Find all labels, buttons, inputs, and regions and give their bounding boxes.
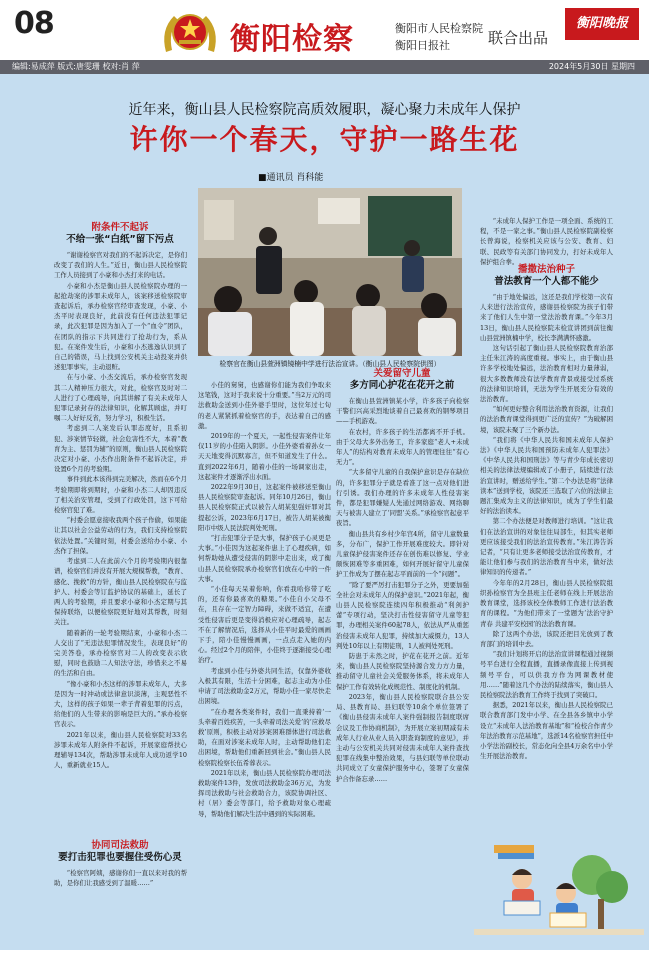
paragraph: 小豪和小杰是衡山县人民检察院办理的一起抢劫案的涉罪未成年人，该案移送检察院审查起诉后，承办检察官经审查发现，小豪、小杰平时表现良好，此前没有任何违法犯罪记录，此次犯罪是因为加入了一个“血令”团队，在团队的指示下共同进行了抢劫行为，系从犯。在案件发生后，小豪和小杰逃逸认识到了自己的错误，马上找到公安机关主动投案并供述犯罪事实，主动退赃。 — [54, 281, 187, 372]
paragraph: “如何更好整合利用法治教育资源，让我们的法治教育课堂得到更广泛的宣传？”为破解困境，该院未聚了三个新办法。 — [480, 405, 613, 434]
paragraph: “打击犯罪分子是大事，保护孩子心灵更是大事。”小佳因为这起案件患上了心理疾病，如何帮助她从遭受侵害的阴影中走出来，成了衡山县人民检察院承办检察官们放在心中的一件大事。 — [198, 534, 331, 583]
issue-date: 2024年5月30日 星期四 — [548, 62, 635, 71]
section3-body-continued — [480, 216, 613, 266]
page-number: 08 — [14, 6, 54, 41]
paragraph: “小佳每天呆着你呐，你看我哈你带了吃的，还有你最喜欢的糖果。”小佳自小父母不在，且存在一定智力障碍，来做不适宜，在遭受性侵害后更是变得消极应对心理疏导，起志不在了解情况后，选择从小佳平时最爱的画画下手，陪小佳慢慢画画，一点点走入她的内心。经过2个月的陪伴，小佳终于逐渐接受心理治疗。 — [198, 585, 331, 665]
organizer-procuratorate: 衡阳市人民检察院 — [395, 22, 483, 35]
paragraph: 随着新的一轮考验期结束，小豪和小杰二人交出了“无违法犯罪情况发生，表现良好”的完美答卷，承办检察官对二人的改变表示欣慰，同时也鼓励二人知法守法，珍惜来之不易的生活和自由。 — [54, 628, 187, 678]
paragraph: “谢谢检察官对我们的不起诉决定，是你们改变了我们的人生。”近日，衡山县人民检察院工作人员接到了小豪和小杰打来的电话。 — [54, 251, 187, 280]
paragraph: 事件到此本该得到完美解决，然而在6个月考验期即将到期时，小豪和小杰二人却因违反了相关治安管理，受到了行政处罚，这下可给检察官犯了难。 — [54, 475, 187, 515]
paragraph: “未成年人保护工作是一项全面、系统的工程，不是一家之事。”衡山县人民检察院副检察长曾海说，检察机关应该与公安、教育、妇联、民政等有关部门协同发力，打好未成年人保护组合拳。 — [480, 217, 613, 266]
paragraph: 在与小豪、小杰交流后，承办检察官发现其二人精神压力很大，对此，检察官及时对二人进行了心理疏导，向其讲解了有关未成年人犯罪记录封存的法律知识，化解其顾虑，并叮嘱二人好好反省，努力学习，积极生活。 — [54, 373, 187, 423]
paragraph: 据悉，2021年以来，衡山县人民检察院已联合教育部门发中小学、在全县各乡镇中小学设立“未成年人法治教育基地”和“检校合作青少年法治教育示范基地”，选派14名检察官担任中小学法治副校长，常态化向全县4万余名中小学生开展法治教育。 — [480, 701, 613, 761]
hengyang-evening-news-logo: 衡阳晚报 — [565, 8, 639, 40]
masthead-title: 衡阳检察 — [230, 22, 354, 57]
paragraph: “除了要严厉打击犯罪分子之外，更要加强全社会对未成年人的保护意识。”2021年起，衡山县人民检察院连续四年积极推动“利剑护蕾”专项行动，坚决打击性侵害留守儿童等犯罪，办理相关案件60起78人，依法从严从重惩治侵害未成年人犯罪，持续加大威慑力，13人判处10年以上有期徒刑，1人被判处死刑。 — [336, 580, 469, 650]
paragraph: “我们计划将开启的法治宣讲课程通过视频号平台进行全程直播，直播录像直接上传到视频号平台，可以供我方作为网课教材使用……”随着这几个办法的陆续落实，衡山县人民检察院法治教育工作终于找到了突破口。 — [480, 650, 613, 699]
paragraph: 小佳的舅舅，也感谢你们能为我们争取来这笔钱，这对于我来说十分重要。”当2万元的司法救助金送到小佳外婆手里时，这位年过七旬的老人紧紧抓着检察官的手，表达着自己的感激。 — [198, 381, 331, 430]
section-title-line1: 关爱留守儿童 — [373, 368, 431, 379]
paragraph: 衡山县共有乡村少年宫4所，留守儿童数量多，分布广，保护工作开展难度较大。即针对儿童保护侵害案件还存在创伤难以修复、学业颇恢困难等多重困难，如何开展好留守儿童保护工作成为了摆在起志平面前的一个“问题”。 — [336, 529, 469, 579]
procuratorate-emblem-icon — [160, 8, 220, 56]
paragraph: 考虑到二人在此前六个月的考验期内很靠谱，检察官们并没有开展大规模帮教，“教育、感化、挽救”的方针，衡山县人民检察院在与监护人、村委会等订监护协议的基础上，延长了两人的考验期，并且要求小豪和小杰定期与其保持联络，以便检察院更好地对其帮教，时刻关注。 — [54, 557, 187, 627]
paragraph: 2022年9月30日，这起案件被移送至衡山县人民检察院审查起诉。同年10月26日，衡山县人民检察院正式以被告人胡某犯强奸罪对其提起公诉，2023年6月17日，被告人胡某被衡阳市中级人民法院判处死刑。 — [198, 483, 331, 532]
section-title-legal-education — [480, 264, 613, 288]
paragraph: 2021年以来，衡山县人民检察院办理司法救助案件13件，发放司法救助金36万元，为发挥司法救助与社会救助合力，该院协调社区、村（居）委会等部门，给予救助对象心理疏导，帮助他们解决生活中遇到的实际困难。 — [198, 768, 331, 818]
editor-bar — [0, 60, 649, 74]
section-title-conditional-non-prosecution — [54, 222, 186, 246]
section2-body-start — [54, 868, 187, 948]
section4-body — [480, 292, 613, 812]
section-title-line1: 附条件不起诉 — [91, 222, 149, 233]
paragraph: “大多留守儿童的自我保护意识是存在缺位的，许多犯罪分子就是看准了这一点对他们进行引诱。我们办理的许多未成年人性侵害案件，都是犯罪嫌疑人先通过网络游戏、网络聊天与被害人建立了‘同盟’关系。”承检察官起意平夜旨。 — [336, 468, 469, 528]
section-title-line1: 播撒法治种子 — [517, 264, 575, 275]
article-subheadline: 近年来，衡山县人民检察院高质效履职，凝心聚力未成年人保护 — [128, 102, 521, 118]
section-title-line2: 普法教育一个人都不能少 — [494, 276, 599, 287]
paragraph: “在办理各类案件时，我们一直秉持着‘一头牵着百姓疾苦，一头牵着司法关爱’的‘应救尽救’原则，积极主动对涉案困难群体进行司法救助，在面对涉案未成年人时，主动帮助他们走出困境，帮助他们重新回到社会。”衡山县人民检察院检察长伍希蓉表示。 — [198, 707, 331, 767]
paragraph: 今年年的2月28日，衡山县人民检察院组织孙检察官为全县班主任老师在线上开展法治教育课堂，选择该校全体教师工作进行法治教育的课程。“为他们带来了一堂题为‘法治守护青春 共建平安校园’的法治教育课。 — [480, 578, 613, 628]
paragraph: “像小豪和小杰这样的涉罪未成年人，大多是因为一时冲动或法律意识淡薄，主观恶性不大，这样的孩子如果一辈子背着犯罪的污点，给他们的人生带来的影响是巨大的。”承办检察官表示。 — [54, 679, 187, 729]
classroom-scene-image — [198, 188, 462, 356]
section-title-line2: 多方同心护花在花开之前 — [349, 380, 455, 391]
paragraph: 考虑到二人案发后认罪态度好，且系初犯、涉案情节轻微，社会危害性不大，本着“教育为主、惩罚为辅”的原则，衡山县人民检察院决定对小豪、小杰作出附条件不起诉决定，并设置6个月的考验期。 — [54, 424, 187, 474]
paragraph: 第二个办法便是对教师进行培训。“这让我们在法治宣讲的对象往往局部生，但其实老师更应该接受我们的法治宣传教育。”朱江涛告诉记者，“只有让更多老师接受法治宣传教育，才能让他们参与我们的法治教育当中来，做好法律知识的传递者。” — [480, 517, 613, 577]
joint-production-label: 联合出品 — [488, 29, 549, 47]
organizer-newspaper: 衡阳日报社 — [395, 39, 450, 52]
paragraph: 2019年的一个夏天，一起性侵害案件让年仅11岁的小佳陷入阴影。小佳外婆看着孙女一天天地变得沉默寡言，但不知道发生了什么。直到2022年6月，随着小佳的一场调家出走，这起案件才逐渐浮出水面。 — [198, 432, 331, 481]
section2-body — [198, 380, 331, 946]
paragraph: 在农村，许多孩子的生活都离不开手机。由于父母大多外出务工，许多家庭“老人+未成年人”的结构对教育未成年人的管理往往“有心无力”。 — [336, 427, 469, 467]
paragraph: 除了这两个办法，该院还把目光放到了教育部门的培训中去。 — [480, 629, 613, 648]
paragraph: 2023年，衡山县人民检察院联合县公安局、县教育局、县妇联等10余个单位签署了《衡山县侵害未成年人案件强制报告制度联席会议及工作协商机制》，为开展立案初期减有未成年人行业从业人员入职查询制度的意见》，并主动与公安机关共同对侵害未成年人案件查找犯罪在线集中整治效果，与县妇联等单位联动共同成立了女童保护服务中心，签署了女童保护合作备忘录…… — [336, 692, 469, 783]
section3-body — [336, 396, 469, 946]
photo-caption: 检察官在衡山县萱洲镇镜楠中学进行法治宣讲。（衡山县人民检察院供图） — [219, 360, 441, 368]
paragraph: “村委会愿意接收我两个孩子作偷，如果能让其以社会公益劳动的行为，我们支持检察院依法处置。”关键时刻，村委会送给办小豪、小杰作了担保。 — [54, 516, 187, 555]
editor-credits: 编辑:易成萍 版式:唐雯珊 校对:肖 萍 — [12, 62, 140, 71]
section-title-line1: 协同司法救助 — [91, 840, 149, 851]
children-reading-illustration — [474, 815, 644, 945]
paragraph: 防患于未然之时，护花在花开之前。近年来，衡山县人民检察院坚持源合发力方力量，推动留守儿童社会关爱服务体系，将未成年人保护工作有效转化成规范性、制度化的机制。 — [336, 652, 469, 691]
article-headline: 许你一个春天，守护一路生花 — [129, 123, 520, 156]
section-title-line2: 要打击犯罪也要握住受伤心灵 — [58, 852, 182, 863]
lecture-photo — [198, 188, 462, 356]
paragraph: 在衡山县萱洲镇某小学，许多孩子向检察干警们兴高采烈地谈着自己最喜欢的钢琴项目——手机游戏。 — [336, 397, 469, 426]
article-byline: ■通讯员 肖科能 — [258, 173, 324, 183]
paragraph: “由于地处偏远，这还是我们学校第一次有人来进行法治宣传，感谢县检察院为孩子们带来了他们人生中第一堂法治教育课。”今年3月13日，衡山县人民检察院未检宣讲团到前往衡山县萱洲镇楠中学，校长李满满怀感激。 — [480, 293, 613, 342]
section-title-line2: 不给一张“白纸”留下污点 — [66, 234, 174, 245]
section-title-left-behind-children — [336, 368, 468, 392]
section1-body — [54, 250, 187, 836]
section-title-judicial-aid — [54, 840, 186, 864]
paragraph: 这句话引起了衡山县人民检察院教育治部主任朱江涛的高度重视。事实上，由于衡山县许多学校地处偏远，法治教育相对力量薄弱，很大多教教师没有法学教育背景或接受过系统的法律知识培训，无法为学生开展充分有效的法治教育。 — [480, 344, 613, 404]
paragraph: “我们将《中华人民共和国未成年人保护法》《中华人民共和国预防未成年人犯罪法》《中华人民共和国刑法》等与青少年成长密切相关的法律法规编辑成了小册子，陆续进行法治宣讲时，赠送给学生。”第二个办法是将“法律读本”送到学校，该院还三选取了六位的法律主题汇集成为主义的法律知识，成为了学生们最好的法治读本。 — [480, 435, 613, 516]
paragraph: 考虑到小佳与外婆共同生活，仅靠外婆收入极其有限，生活十分困难，起志主动为小佳申请了司法救助金2万元，帮助小佳一家尽快走出困境。 — [198, 666, 331, 706]
paragraph: “检察官阿姨，感谢你们一直以来对我的帮助，是你们让我感受到了温暖……” — [54, 869, 187, 888]
paragraph: 2021年以来，衡山县人民检察院对33名涉罪未成年人附条件不起诉，开展家庭帮扶心理辅导134次，帮助涉罪未成年人成功返学10人，重新就业15人。 — [54, 730, 187, 770]
